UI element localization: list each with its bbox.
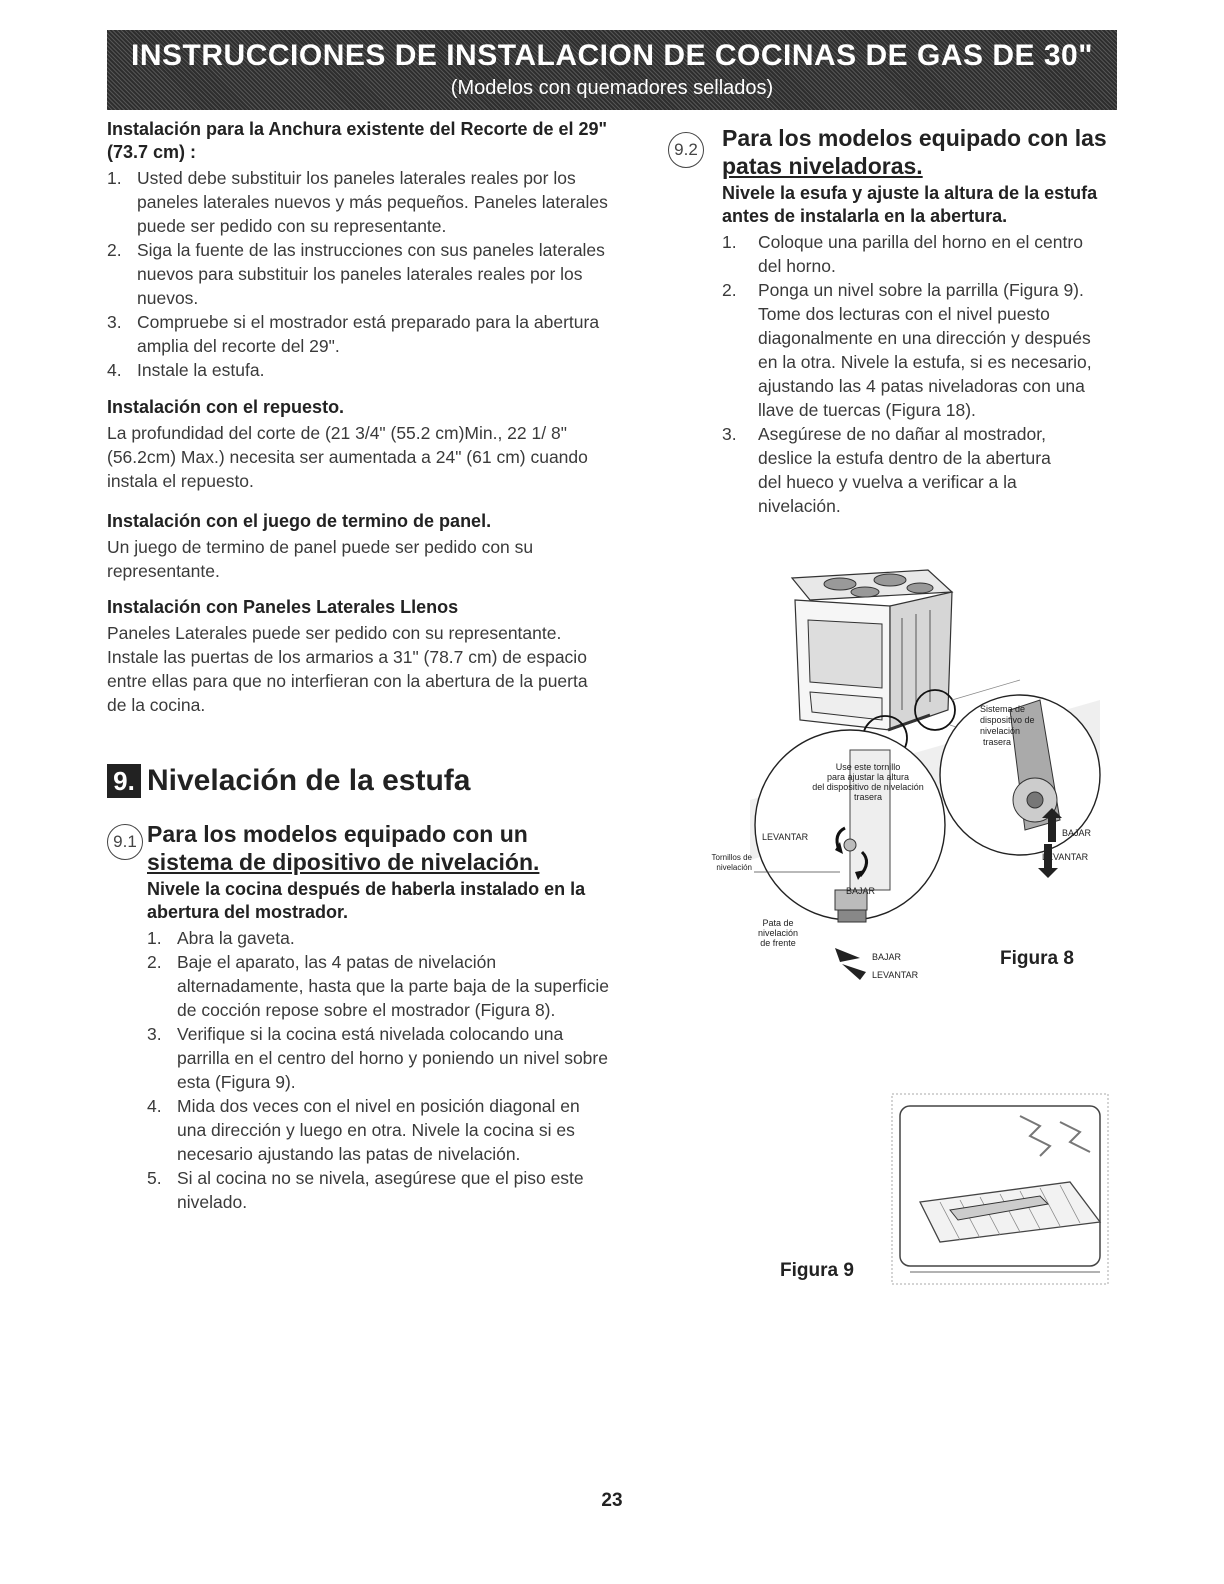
fig8-lower-label-rear: BAJAR [1062,828,1092,838]
header-banner [107,30,1117,110]
trim-kit-text: Un juego de termino de panel puede ser pedido con su representante. [107,537,534,581]
full-panels-section [107,596,597,717]
subsection-9-2 [668,124,1148,518]
fig8-raise-label-leg: LEVANTAR [872,970,919,980]
section-9-heading [107,764,470,798]
spare-section [107,396,607,493]
subsection-9-2-title-2: patas niveladoras. [722,153,923,179]
svg-text:nivelación: nivelación [757,928,799,938]
list-item: 4. Instale la estufa. [107,360,265,380]
full-panels-text: Paneles Laterales puede ser pedido con su representante. Instale las puertas de los armarios a 31" (78.7 cm) de espacio entre ellas para que no interfieran con la abertura de la puerta de la cocina. [107,623,588,715]
subsection-9-2-title-1: Para los modelos equipado con las [722,125,1107,151]
list-item: 3. Compruebe si el mostrador está preparado para la abertura amplia del recorte del 29". [107,312,600,356]
svg-text:dispositivo de: dispositivo de [980,715,1035,725]
spare-heading: Instalación con el repuesto. [107,397,345,417]
figure-9-label: Figura 9 [780,1260,854,1281]
subsection-9-2-steps [722,230,1102,518]
fig8-front-leg-label [758,918,798,948]
section-9-badge: 9. [107,764,141,798]
svg-text:nivelación: nivelación [716,863,752,872]
figure-9-illustration [890,1092,1112,1292]
fig8-lower-label-front: BAJAR [846,886,876,896]
subsection-9-1-steps [147,926,612,1214]
fig8-raise-label-rear: LEVANTAR [1042,852,1089,862]
svg-text:nivelación: nivelación [980,726,1021,736]
subsection-9-1-subheading: Nivele la cocina después de haberla instalado en la abertura del mostrador. [147,879,586,922]
svg-text:trasera: trasera [983,737,1012,747]
list-item: 3. Verifique si la cocina está nivelada colocando una parrilla en el centro del horno y poniendo un nivel sobre esta (Figura 9). [147,1024,608,1092]
subsection-9-1-number: 9.1 [107,824,143,860]
figure-8-label: Figura 8 [1000,948,1074,969]
existing-cutout-steps [107,166,612,382]
list-item: 5. Si al cocina no se nivela, asegúrese que el piso este nivelado. [147,1168,584,1212]
trim-kit-heading: Instalación con el juego de termino de panel. [107,511,492,531]
list-item: 2. Siga la fuente de las instrucciones con sus paneles laterales nuevos para substituir los paneles laterales reales por los nuevos. [107,240,605,308]
arrow-lower-icon [835,948,860,962]
subsection-9-2-subheading: Nivele la esufa y ajuste la altura de la estufa antes de instalarla en la abertura. [722,183,1098,226]
svg-text:Tornillos de: Tornillos de [711,853,752,862]
spare-text: La profundidad del corte de (21 3/4" (55.2 cm)Min., 22 1/ 8" (56.2cm) Max.) necesita ser aumentada a 24" (61 cm) cuando instala el repuesto. [107,423,588,491]
page-number: 23 [601,1490,623,1511]
trim-kit-section [107,510,607,583]
svg-text:Sistema de: Sistema de [980,704,1026,714]
existing-cutout-heading: Instalación para la Anchura existente del Recorte de el 29"(73.7 cm) : [107,119,608,162]
list-item: 3. Asegúrese de no dañar al mostrador, deslice la estufa dentro de la abertura del hueco y vuelva a verificar a la nivelación. [722,424,1051,516]
list-item: 4. Mida dos veces con el nivel en posición diagonal en una dirección y luego en otra. Nivele la cocina si es necesario ajustando las patas de nivelación. [147,1096,580,1164]
list-item: 1. Abra la gaveta. [147,928,295,948]
stove-drawing [792,570,952,730]
subsection-9-1 [107,820,612,1214]
fig8-lower-label-leg: BAJAR [872,952,902,962]
list-item: 2. Ponga un nivel sobre la parrilla (Figura 9). Tome dos lecturas con el nivel puesto diagonalmente en una dirección y después en la otra. Nivele la estufa, si es necesario, ajustando las 4 patas niveladoras con una llave de tuercas (Figura 18). [722,280,1092,420]
page-title: INSTRUCCIONES DE INSTALACION DE COCINAS DE GAS DE 30" [131,39,1093,72]
page-subtitle: (Modelos con quemadores sellados) [450,77,774,99]
subsection-9-1-title-1: Para los modelos equipado con un [147,821,528,847]
figure-8-illustration [690,560,1110,1000]
arrow-raise-icon [842,964,866,980]
svg-text:trasera: trasera [853,792,883,802]
fig8-raise-label-front: LEVANTAR [762,832,809,842]
full-panels-heading: Instalación con Paneles Laterales Llenos [107,597,459,617]
list-item: 1. Coloque una parilla del horno en el centro del horno. [722,232,1083,276]
svg-text:Pata de: Pata de [762,918,794,928]
svg-text:del dispositivo de nivelación: del dispositivo de nivelación [812,782,924,792]
svg-text:de frente: de frente [760,938,796,948]
fig8-screws-label [712,853,753,872]
svg-text:para ajustar la altura: para ajustar la altura [826,772,910,782]
list-item: 2. Baje el aparato, las 4 patas de nivelación alternadamente, hasta que la parte baja de la superficie de cocción repose sobre el mostrador (Figura 8). [147,952,609,1020]
list-item: 1. Usted debe substituir los paneles laterales reales por los paneles laterales nuevos y más pequeños. Paneles laterales puede ser pedido con su representante. [107,168,608,236]
subsection-9-2-number: 9.2 [668,132,704,168]
svg-text:Use este tornillo: Use este tornillo [835,762,901,772]
existing-cutout-section [107,118,612,382]
subsection-9-1-title-2: sistema de dipositivo de nivelación. [147,849,540,875]
section-9-title: Nivelación de la estufa [147,764,471,797]
